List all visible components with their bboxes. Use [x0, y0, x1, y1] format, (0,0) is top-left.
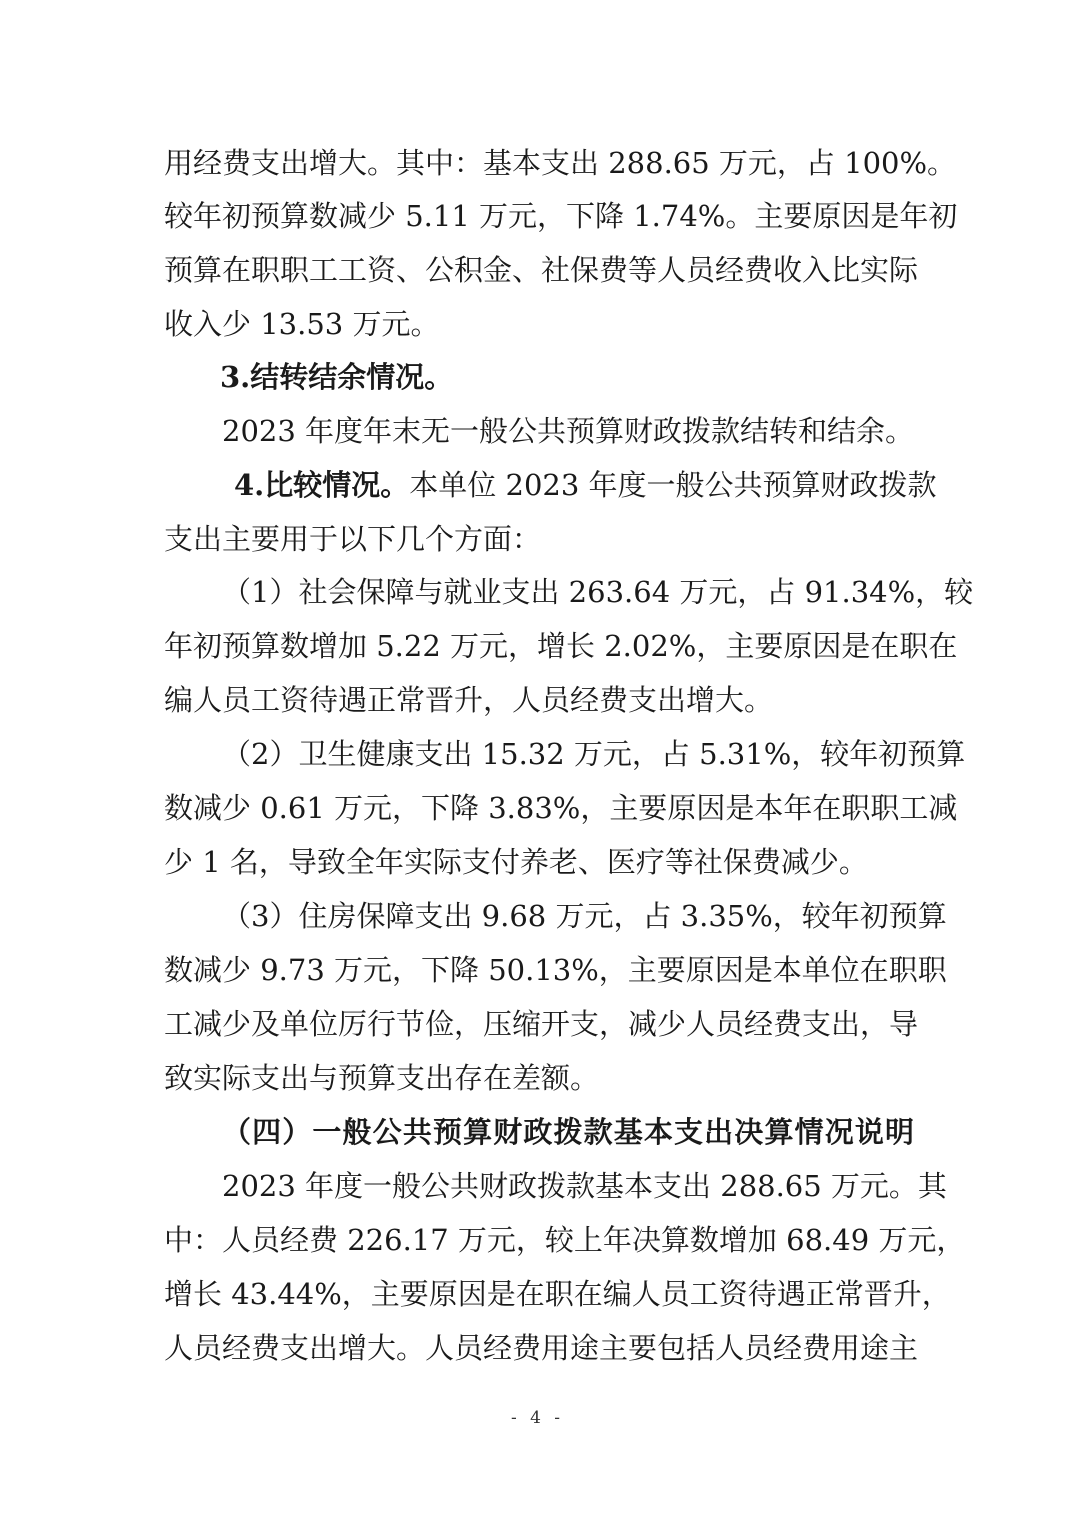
paragraph-line: 年初预算数增加 5.22 万元，增长 2.02%，主要原因是在职在: [164, 629, 958, 663]
page-number: - 4 -: [510, 1408, 565, 1428]
paragraph-line: 用经费支出增大。其中：基本支出 288.65 万元，占 100%。: [164, 146, 957, 180]
paragraph-line-composite: [234, 465, 937, 505]
paragraph-line: 较年初预算数减少 5.11 万元，下降 1.74%。主要原因是年初: [164, 199, 958, 233]
paragraph-line: 人员经费支出增大。人员经费用途主要包括人员经费用途主: [164, 1331, 919, 1365]
paragraph-line: 支出主要用于以下几个方面：: [164, 522, 542, 556]
section-heading: （四）一般公共预算财政拨款基本支出决算情况说明: [222, 1115, 914, 1149]
section-heading-inline: 4.比较情况。: [234, 468, 410, 502]
paragraph-line: 增长 43.44%，主要原因是在职在编人员工资待遇正常晋升，: [164, 1277, 951, 1311]
paragraph-line: 2023 年度一般公共财政拨款基本支出 288.65 万元。其: [222, 1169, 947, 1203]
paragraph-line: 预算在职职工工资、公积金、社保费等人员经费收入比实际: [164, 253, 919, 287]
paragraph-line: 中：人员经费 226.17 万元，较上年决算数增加 68.49 万元，: [164, 1223, 966, 1257]
paragraph-text: 本单位 2023 年度一般公共预算财政拨款: [409, 468, 937, 502]
paragraph-line: 编人员工资待遇正常晋升，人员经费支出增大。: [164, 683, 774, 717]
paragraph-line: 少 1 名，导致全年实际支付养老、医疗等社保费减少。: [164, 845, 868, 879]
paragraph-line: 2023 年度年末无一般公共预算财政拨款结转和结余。: [222, 414, 915, 448]
paragraph-line: 致实际支出与预算支出存在差额。: [164, 1061, 600, 1095]
paragraph-line: 工减少及单位厉行节俭，压缩开支，减少人员经费支出，导: [164, 1007, 919, 1041]
paragraph-line: （3）住房保障支出 9.68 万元，占 3.35%，较年初预算: [222, 899, 947, 933]
paragraph-line: 数减少 0.61 万元，下降 3.83%，主要原因是本年在职职工减: [164, 791, 958, 825]
paragraph-line: 收入少 13.53 万元。: [164, 307, 440, 341]
paragraph-line: 数减少 9.73 万元，下降 50.13%，主要原因是本单位在职职: [164, 953, 947, 987]
paragraph-line: （2）卫生健康支出 15.32 万元，占 5.31%，较年初预算: [222, 737, 966, 771]
section-heading: 3.结转结余情况。: [220, 360, 454, 394]
paragraph-line: （1）社会保障与就业支出 263.64 万元，占 91.34%，较: [222, 575, 974, 609]
